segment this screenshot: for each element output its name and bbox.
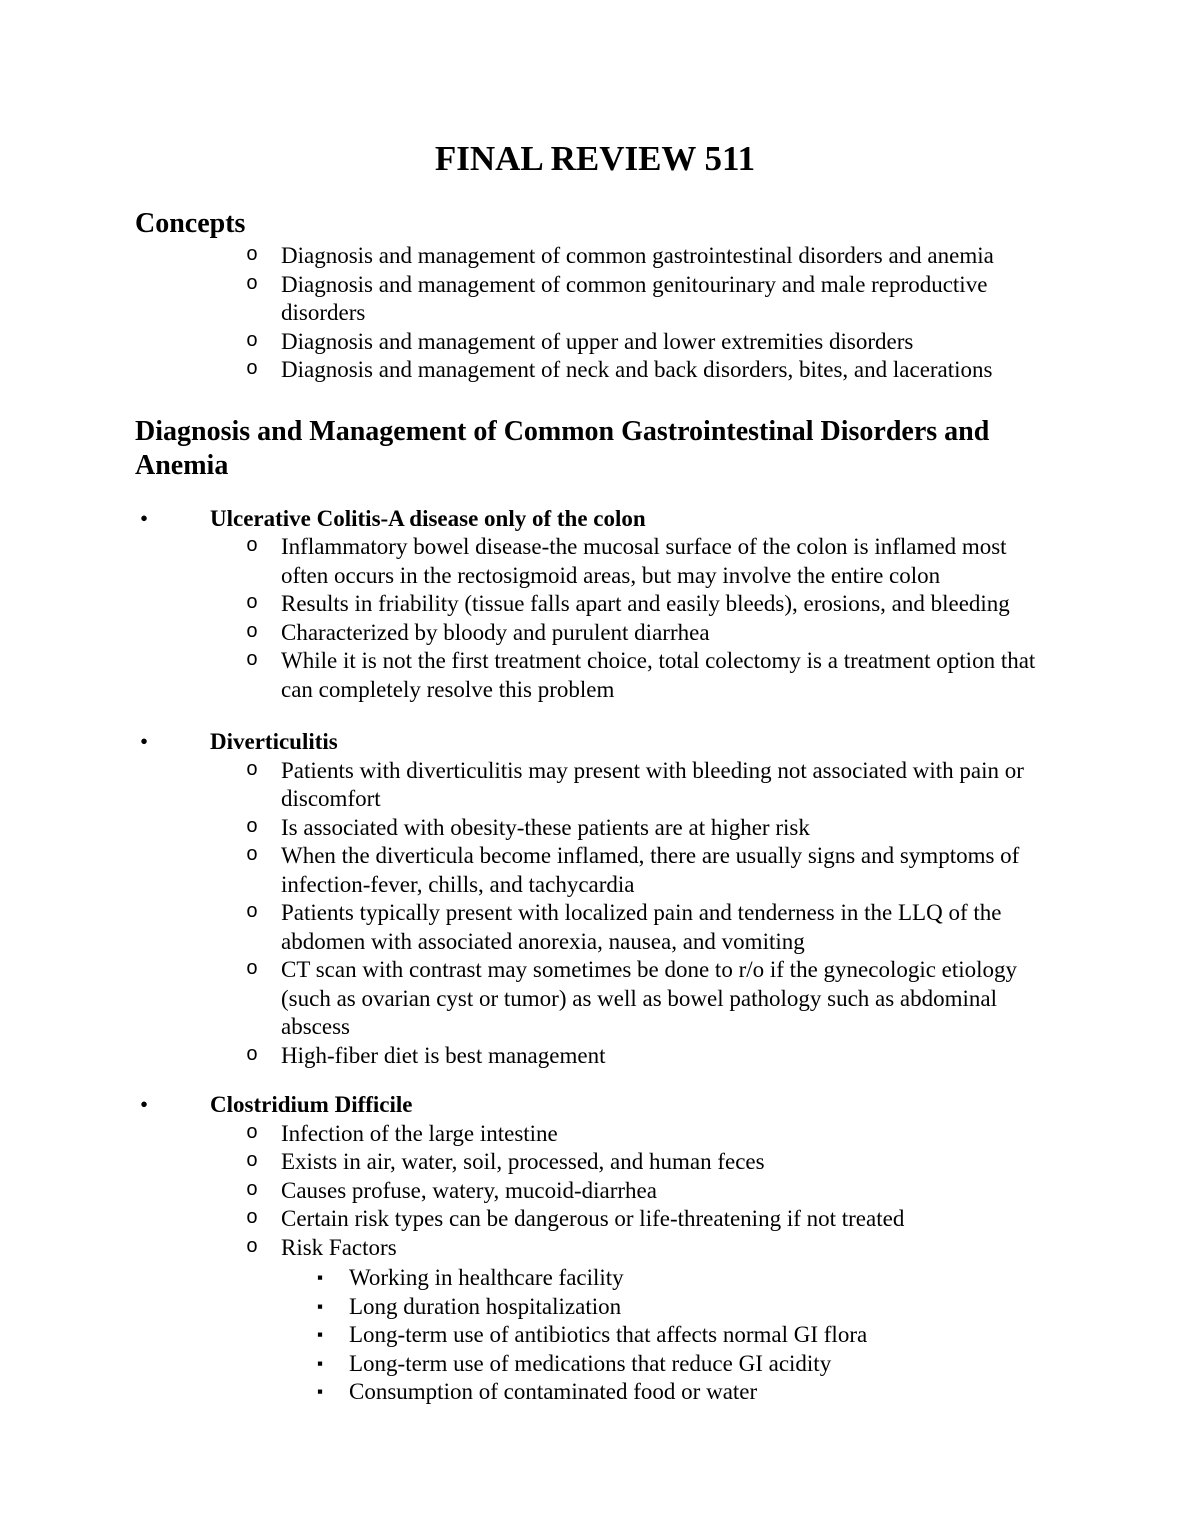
list-item-text: Characterized by bloody and purulent diarrhea — [281, 619, 710, 645]
circle-bullet-icon: o — [246, 1043, 259, 1067]
list-item — [135, 1205, 1055, 1234]
topic-title: Diverticulitis — [210, 729, 338, 754]
circle-bullet-icon: o — [246, 1178, 259, 1202]
list-item — [135, 647, 1055, 704]
list-item — [135, 1042, 1055, 1071]
list-item — [135, 1293, 1055, 1322]
section-heading-concepts: Concepts — [135, 208, 246, 239]
circle-bullet-icon: o — [246, 1121, 259, 1145]
list-item-text: Long-term use of medications that reduce GI acidity — [349, 1350, 832, 1376]
circle-bullet-icon: o — [246, 272, 259, 296]
square-bullet-icon: ▪ — [317, 1268, 324, 1287]
list-item — [135, 1350, 1055, 1379]
circle-bullet-icon: o — [246, 620, 259, 644]
circle-bullet-icon: o — [246, 758, 259, 782]
list-item — [135, 814, 1055, 843]
circle-bullet-icon: o — [246, 1207, 259, 1230]
list-item-text: Patients with diverticulitis may present with bleeding not associated with pain or discomfort — [281, 757, 1024, 811]
disc-bullet-icon: • — [140, 729, 149, 754]
list-item — [135, 1120, 1055, 1149]
circle-bullet-icon: o — [246, 815, 259, 839]
list-item — [135, 842, 1055, 899]
circle-bullet-icon: o — [246, 329, 259, 353]
list-item-text: Consumption of contaminated food or water — [349, 1379, 758, 1404]
list-item-text: Risk Factors — [281, 1234, 397, 1260]
concepts-list — [135, 242, 1055, 385]
list-item-text: Diagnosis and management of common gastrointestinal disorders and anemia — [281, 243, 994, 268]
list-item — [135, 1234, 1055, 1263]
list-item-text: Long-term use of antibiotics that affects normal GI flora — [349, 1322, 868, 1347]
disc-bullet-icon: • — [140, 505, 149, 531]
topic-title: Ulcerative Colitis-A disease only of the colon — [210, 505, 646, 531]
list-item-text: Exists in air, water, soil, processed, and human feces — [281, 1149, 765, 1174]
list-item — [135, 899, 1055, 956]
topic-clostridium-difficile — [135, 1091, 1055, 1120]
circle-bullet-icon: o — [246, 592, 259, 615]
clostridium-list — [135, 1120, 1055, 1263]
list-item — [135, 1148, 1055, 1177]
circle-bullet-icon: o — [246, 535, 259, 558]
list-item — [135, 356, 1055, 385]
list-item — [135, 1378, 1055, 1407]
topic-ulcerative-colitis — [135, 505, 1055, 534]
list-item — [135, 533, 1055, 590]
list-item-text: Results in friability (tissue falls apart and easily bleeds), erosions, and bleeding — [281, 591, 1010, 616]
list-item — [135, 590, 1055, 619]
risk-factors-list — [135, 1264, 1055, 1407]
list-item-text: Certain risk types can be dangerous or life-threatening if not treated — [281, 1206, 905, 1231]
list-item — [135, 1177, 1055, 1206]
list-item — [135, 1264, 1055, 1293]
square-bullet-icon: ▪ — [317, 1382, 324, 1401]
list-item-text: Causes profuse, watery, mucoid-diarrhea — [281, 1177, 657, 1203]
list-item-text: When the diverticula become inflamed, there are usually signs and symptoms of infection-fever, chills, and tachycardia — [281, 843, 1020, 897]
list-item — [135, 271, 1055, 328]
list-item-text: Infection of the large intestine — [281, 1120, 558, 1146]
list-item — [135, 242, 1055, 271]
circle-bullet-icon: o — [246, 901, 259, 924]
disc-bullet-icon: • — [140, 1092, 149, 1117]
list-item — [135, 1321, 1055, 1350]
list-item — [135, 757, 1055, 814]
section-heading-gi-disorders: Diagnosis and Management of Common Gastrointestinal Disorders and Anemia — [135, 415, 990, 481]
topic-diverticulitis — [135, 728, 1055, 757]
list-item-text: CT scan with contrast may sometimes be done to r/o if the gynecologic etiology (such as ovarian cyst or tumor) as well as bowel pathology such as abdominal abscess — [281, 957, 1018, 1039]
list-item-text: Diagnosis and management of neck and back disorders, bites, and lacerations — [281, 357, 993, 382]
circle-bullet-icon: o — [246, 1150, 259, 1173]
circle-bullet-icon: o — [246, 958, 259, 981]
diverticulitis-list — [135, 757, 1055, 1071]
circle-bullet-icon: o — [246, 844, 259, 867]
list-item-text: Long duration hospitalization — [349, 1293, 622, 1319]
list-item — [135, 328, 1055, 357]
list-item-text: While it is not the first treatment choice, total colectomy is a treatment option that can completely resolve this problem — [281, 648, 1036, 702]
page-title: FINAL REVIEW 511 — [434, 139, 756, 178]
list-item-text: Inflammatory bowel disease-the mucosal surface of the colon is inflamed most often occurs in the rectosigmoid areas, but may involve the entire colon — [281, 534, 1007, 588]
square-bullet-icon: ▪ — [317, 1296, 324, 1316]
topic-title: Clostridium Difficile — [210, 1092, 413, 1117]
circle-bullet-icon: o — [246, 1235, 259, 1259]
square-bullet-icon: ▪ — [317, 1353, 324, 1373]
list-item-text: Patients typically present with localized pain and tenderness in the LLQ of the abdomen with associated anorexia, nausea, and vomiting — [281, 900, 1002, 954]
list-item-text: Working in healthcare facility — [349, 1265, 624, 1290]
list-item — [135, 956, 1055, 1042]
list-item-text: Diagnosis and management of upper and lower extremities disorders — [281, 328, 914, 354]
square-bullet-icon: ▪ — [317, 1325, 324, 1344]
list-item-text: Diagnosis and management of common genitourinary and male reproductive disorders — [281, 271, 988, 325]
ulcerative-colitis-list — [135, 533, 1055, 704]
circle-bullet-icon: o — [246, 358, 259, 381]
list-item-text: High-fiber diet is best management — [281, 1042, 606, 1068]
list-item — [135, 619, 1055, 648]
circle-bullet-icon: o — [246, 244, 259, 267]
circle-bullet-icon: o — [246, 649, 259, 672]
list-item-text: Is associated with obesity-these patients are at higher risk — [281, 814, 810, 840]
